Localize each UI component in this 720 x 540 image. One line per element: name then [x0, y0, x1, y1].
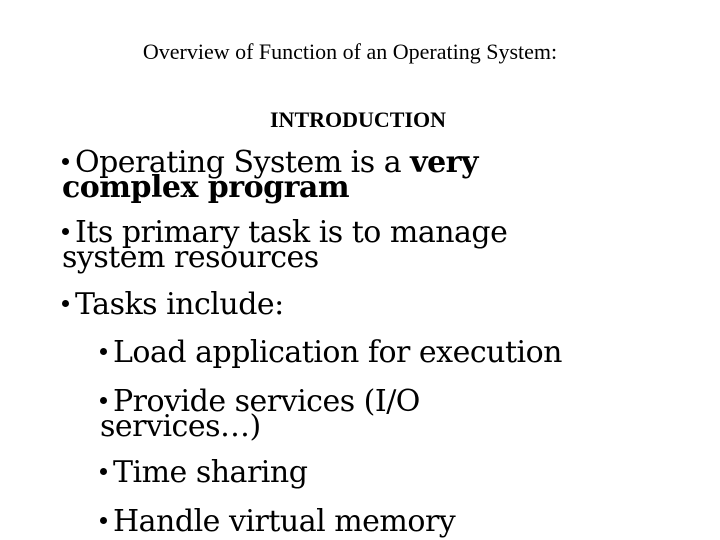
subbullet-virtual-memory [100, 505, 455, 539]
subbullet-load-text: Load application for execution [113, 335, 562, 370]
bullet-task-text: Its primary task is to manage [75, 215, 508, 250]
subbullet-load [100, 336, 562, 370]
bullet-dot-icon [100, 397, 107, 404]
section-heading: INTRODUCTION [270, 107, 447, 132]
bullet-dot-icon [62, 228, 69, 235]
subbullet-time-sharing [100, 456, 307, 490]
bullet-dot-icon [100, 468, 107, 475]
bullet-os-emphasis-cont: complex program [62, 170, 350, 205]
subbullet-services-line2 [100, 410, 261, 444]
subbullet-services-text: Provide services (I/O [113, 384, 420, 419]
bullet-os-line2 [62, 171, 349, 205]
slide-title: Overview of Function of an Operating System: [142, 39, 558, 64]
bullet-dot-icon [62, 158, 69, 165]
bullet-dot-icon [62, 300, 69, 307]
bullet-task-text-cont: system resources [62, 240, 319, 275]
subbullet-time-sharing-text: Time sharing [113, 455, 308, 490]
bullet-tasks-include-text: Tasks include: [75, 287, 284, 322]
bullet-os-text: Operating System is a [75, 145, 411, 180]
bullet-os-emphasis: very [410, 145, 478, 180]
subbullet-virtual-memory-text: Handle virtual memory [113, 504, 456, 539]
bullet-tasks-include [62, 288, 284, 322]
bullet-task-line2 [62, 241, 319, 275]
bullet-dot-icon [100, 348, 107, 355]
bullet-dot-icon [100, 517, 107, 524]
subbullet-services-text-cont: services…) [100, 409, 261, 444]
